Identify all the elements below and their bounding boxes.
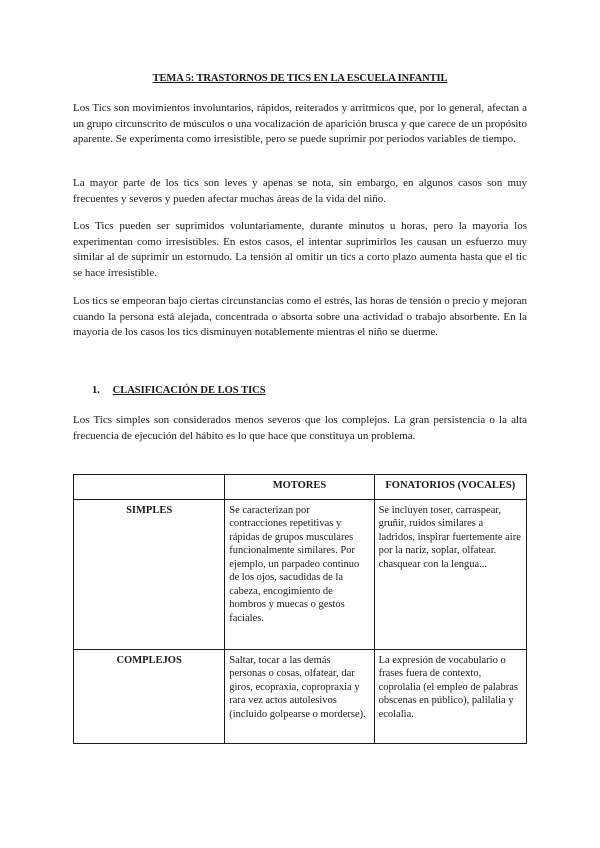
section-number: 1. xyxy=(92,385,100,396)
section-heading xyxy=(92,385,266,396)
cell-complejos-motores: Saltar, tocar a las demás personas o cosas, olfatear, dar giros, ecopraxia, copropraxia y rara vez actos autolesivos (incluido golpearse o morderse). xyxy=(225,649,374,743)
table-row xyxy=(74,499,527,649)
row-label-simples: SIMPLES xyxy=(74,499,225,649)
row-label-complejos: COMPLEJOS xyxy=(74,649,225,743)
tics-classification-table xyxy=(73,474,527,744)
cell-simples-fonatorios: Se incluyen toser, carraspear, gruñir, ruidos similares a ladridos, inspirar fuertemente aire por la nariz, soplar, olfatear. chasquear con la lengua... xyxy=(374,499,526,649)
section-title: CLASIFICACIÓN DE LOS TICS xyxy=(112,385,266,396)
document-title: TEMA 5: TRASTORNOS DE TICS EN LA ESCUELA INFANTIL xyxy=(152,73,448,84)
paragraph-suppression: Los Tics pueden ser suprimidos voluntariamente, durante minutos u horas, pero la mayoria los experimentan como irresistibles. En estos casos, el intentar suprimirlos les causan un esfuerzo muy similar al de suprimir un estornudo. La tensión al omitir un tics a corto plazo aumenta hasta que el tic se hace irresistible. xyxy=(73,220,527,279)
paragraph-definition: Los Tics son movimientos involuntarios, rápidos, reiterados y arritmicos que, por lo general, afectan a un grupo circunscrito de músculos o una vocalización de aparición brusca y que carece de un propósito aparente. Se experimenta como irresistible, pero se puede suprimir por periodos variables de tiempo. xyxy=(73,102,527,145)
cell-simples-motores: Se caracterizan por contracciones repetitivas y rápidas de grupos musculares funcionalmente similares. Por ejemplo, un parpadeo continuo de los ojos, sacudidas de la cabeza, encogimiento de hombros y muecas o gestos faciales. xyxy=(225,499,374,649)
table-header-row xyxy=(74,475,527,500)
paragraph-classification: Los Tics simples son considerados menos severos que los complejos. La gran persistencia o la alta frecuencia de ejecución del hábito es lo que hace que constituya un problema. xyxy=(73,414,527,442)
table-row xyxy=(74,649,527,743)
table-header-empty xyxy=(74,475,225,500)
table-header-motores: MOTORES xyxy=(225,475,374,500)
table-header-fonatorios: FONATORIOS (VOCALES) xyxy=(374,475,526,500)
paragraph-circumstances: Los tics se empeoran bajo ciertas circunstancias como el estrés, las horas de tensión o precio y mejoran cuando la persona está alejada, concentrada o absorta sobre una actividad o trabajo absorbente. En la mayoria de los casos los tics disminuyen notablemente mientras el niño se duerme. xyxy=(73,295,527,338)
cell-complejos-fonatorios: La expresión de vocabulario o frases fuera de contexto, coprolalia (el empleo de palabras obscenas en público), palilalia y ecolalia. xyxy=(374,649,526,743)
paragraph-severity: La mayor parte de los tics son leves y apenas se nota, sin embargo, en algunos casos son muy frecuentes y severos y pueden afectar muchas áreas de la vida del niño. xyxy=(73,177,527,205)
